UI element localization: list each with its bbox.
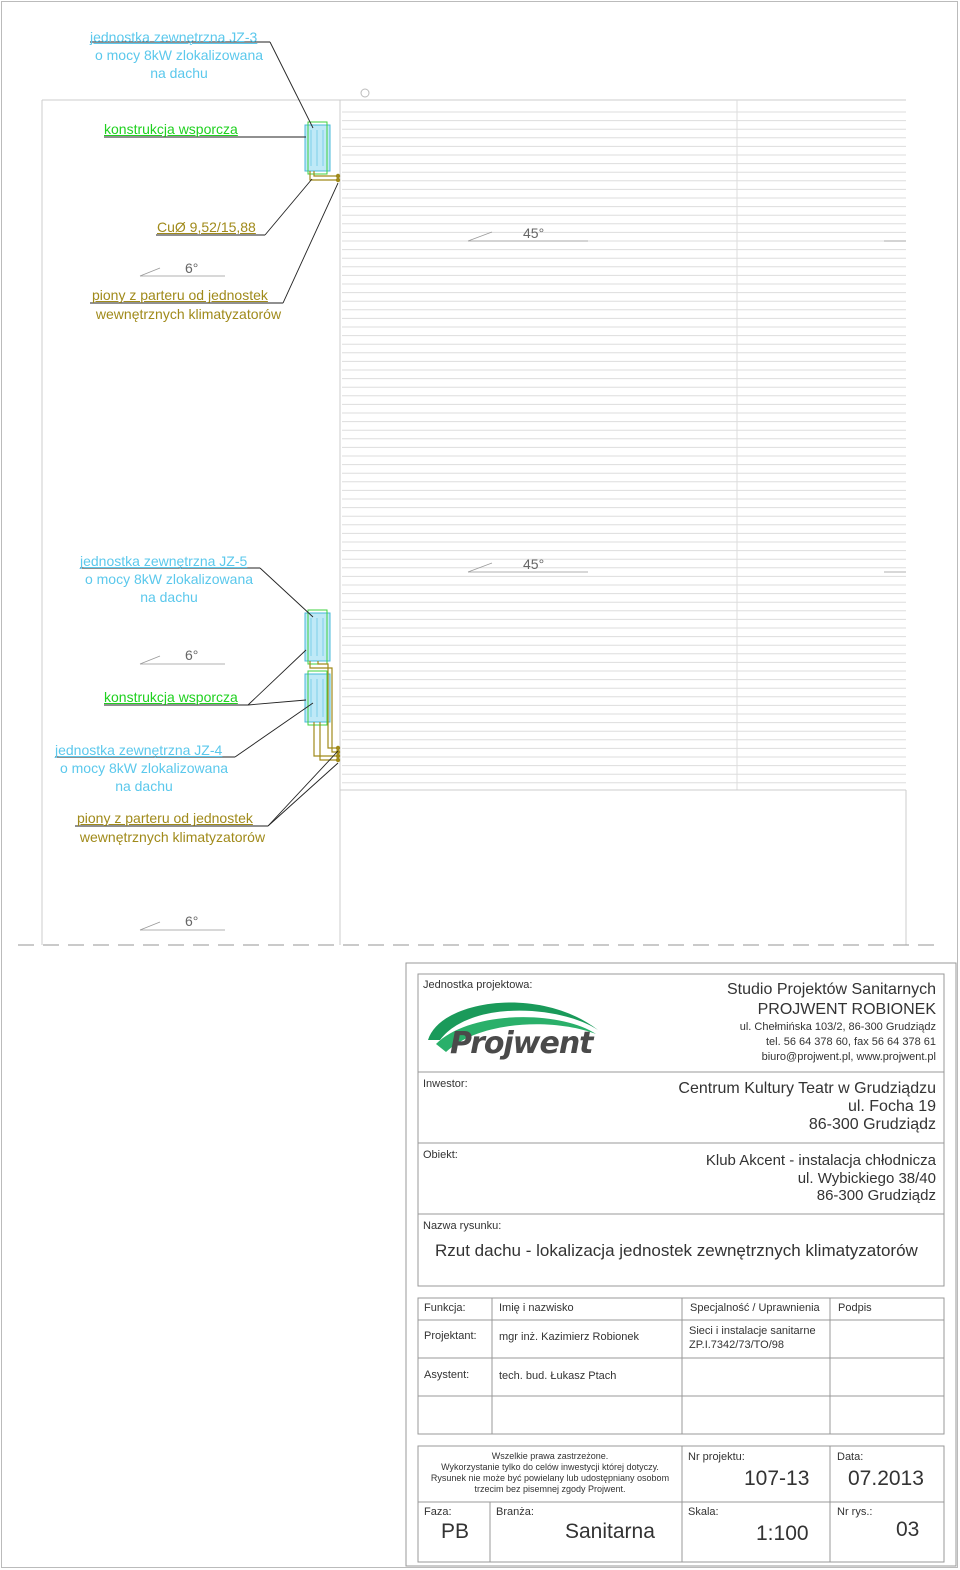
phase-label: Faza:	[424, 1506, 452, 1518]
pipe-size-label: CuØ 9,52/15,88	[157, 219, 256, 235]
jz3-label-line1: jednostka zewnętrzna JZ-3	[90, 29, 258, 45]
jz5-label-line2: o mocy 8kW zlokalizowana	[84, 571, 254, 587]
assistant-name: tech. bud. Łukasz Ptach	[499, 1370, 617, 1382]
risers-bottom-line1: piony z parteru od jednostek	[77, 810, 253, 826]
support-label-top: konstrukcja wsporcza	[104, 121, 238, 137]
scale-label: Skala:	[688, 1506, 719, 1518]
support-label-mid: konstrukcja wsporcza	[104, 689, 238, 705]
phase-value: PB	[441, 1520, 470, 1543]
studio-address: ul. Chełmińska 103/2, 86-300 Grudziądz	[739, 1021, 936, 1033]
angle-45-mid: 45°	[523, 556, 545, 572]
design-unit-label: Jednostka projektowa:	[423, 979, 533, 991]
date-label: Data:	[837, 1451, 864, 1463]
hdr-spec: Specjalność / Uprawnienia	[690, 1302, 820, 1314]
studio-web: biuro@projwent.pl, www.projwent.pl	[761, 1051, 936, 1063]
object-street: ul. Wybickiego 38/40	[797, 1170, 936, 1187]
project-no: 107-13	[744, 1467, 810, 1490]
date-value: 07.2013	[848, 1467, 924, 1490]
risers-top-line2: wewnętrznych klimatyzatorów	[95, 306, 282, 322]
jz3-label-line2: o mocy 8kW zlokalizowana	[94, 47, 264, 63]
jz5-label-line3: na dachu	[140, 589, 198, 605]
investor-city: 86-300 Grudziądz	[808, 1116, 936, 1133]
jz4-label-line2: o mocy 8kW zlokalizowana	[59, 760, 229, 776]
designer-name: mgr inż. Kazimierz Robionek	[499, 1331, 639, 1343]
investor-name: Centrum Kultury Teatr w Grudziądzu	[678, 1080, 936, 1097]
branch-value: Sanitarna	[565, 1520, 655, 1543]
company-logo: Projwent	[450, 1026, 593, 1061]
risers-bottom-line2: wewnętrznych klimatyzatorów	[79, 829, 266, 845]
rights-line4: trzecim bez pisemnej zgody Projwent.	[474, 1484, 626, 1494]
jz4-label-line3: na dachu	[115, 778, 173, 794]
project-no-label: Nr projektu:	[688, 1451, 745, 1463]
jz5-label-line1: jednostka zewnętrzna JZ-5	[80, 553, 248, 569]
investor-label: Inwestor:	[423, 1078, 468, 1090]
studio-phone: tel. 56 64 378 60, fax 56 64 378 61	[765, 1036, 936, 1048]
rights-line3: Rysunek nie może być powielany lub udostępniany osobom	[430, 1473, 670, 1483]
designer-spec-2: ZP.I.7342/73/TO/98	[689, 1339, 784, 1351]
hdr-name: Imię i nazwisko	[499, 1302, 574, 1314]
sheet-no: 03	[896, 1518, 920, 1541]
investor-street: ul. Focha 19	[847, 1098, 936, 1115]
object-label: Obiekt:	[423, 1149, 458, 1161]
object-city: 86-300 Grudziądz	[816, 1187, 936, 1204]
studio-name-2: PROJWENT ROBIONEK	[757, 1001, 936, 1018]
sheet-no-label: Nr rys.:	[837, 1506, 873, 1518]
angle-6-top: 6°	[185, 260, 199, 276]
branch-label: Branża:	[496, 1506, 534, 1518]
jz4-label-line1: jednostka zewnętrzna JZ-4	[55, 742, 223, 758]
hdr-sign: Podpis	[838, 1302, 872, 1314]
assistant-label: Asystent:	[424, 1369, 470, 1381]
studio-name: Studio Projektów Sanitarnych	[727, 981, 936, 998]
object-name: Klub Akcent - instalacja chłodnicza	[705, 1152, 936, 1169]
drawing-name-label: Nazwa rysunku:	[423, 1220, 502, 1232]
hdr-function: Funkcja:	[424, 1302, 466, 1314]
risers-top-line1: piony z parteru od jednostek	[92, 287, 268, 303]
drawing-name: Rzut dachu - lokalizacja jednostek zewnętrznych klimatyzatorów	[435, 1241, 918, 1260]
jz3-label-line3: na dachu	[150, 65, 208, 81]
angle-6-bottom: 6°	[185, 913, 199, 929]
angle-45-top: 45°	[523, 225, 545, 241]
designer-spec-1: Sieci i instalacje sanitarne	[689, 1325, 816, 1337]
angle-6-mid: 6°	[185, 647, 199, 663]
scale-value: 1:100	[756, 1522, 809, 1545]
designer-label: Projektant:	[424, 1330, 477, 1342]
rights-line1: Wszelkie prawa zastrzeżone.	[491, 1451, 609, 1461]
rights-line2: Wykorzystanie tylko do celów inwestycji której dotyczy.	[441, 1462, 659, 1472]
